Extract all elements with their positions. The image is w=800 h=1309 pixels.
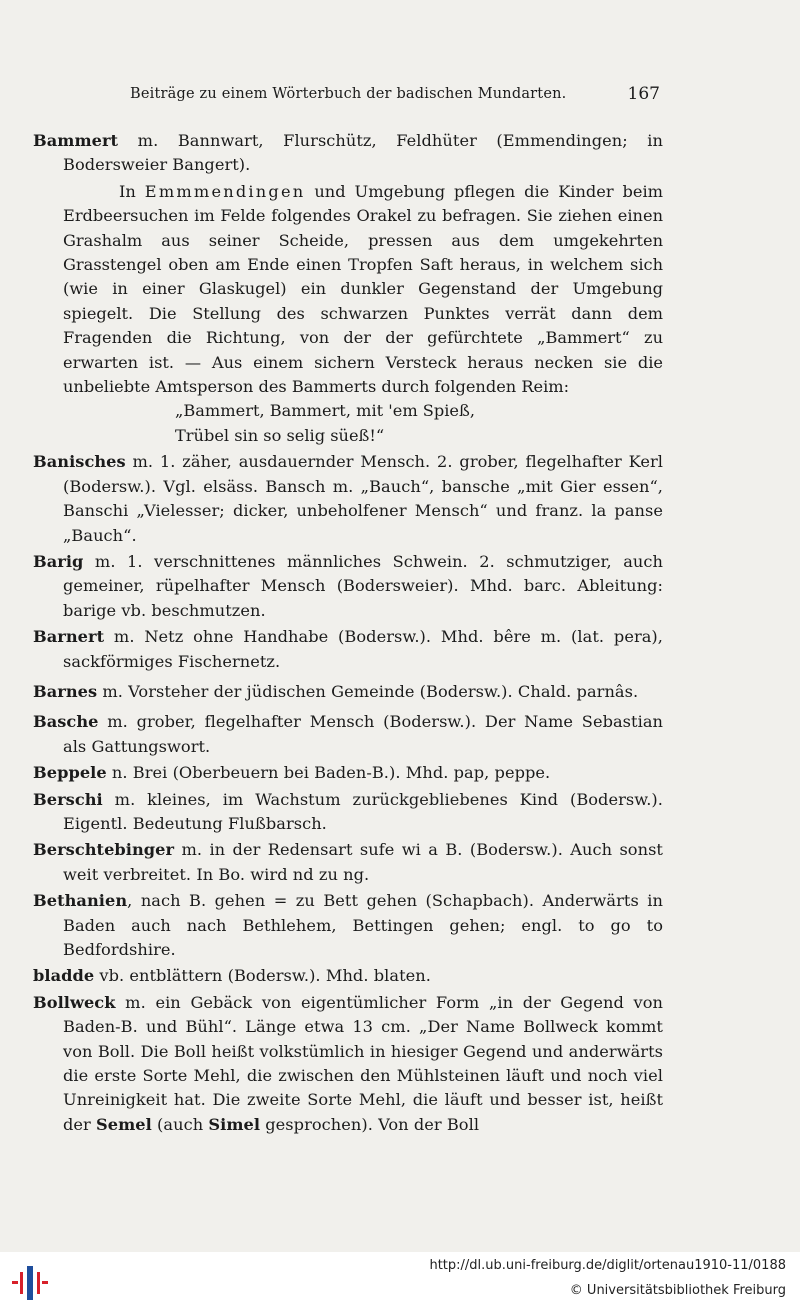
definition: , nach B. gehen = zu Bett gehen (Schapbach). Anderwärts in Baden auch nach Bethlehem, Bettingen gehen; engl. to go to Bedfordshire. — [63, 891, 663, 959]
lemma: Bollweck — [33, 992, 116, 1012]
verse-line: „Bammert, Bammert, mit 'em Spieß, — [175, 401, 475, 421]
definition: m. Bannwart, Flurschütz, Feldhüter (Emmendingen; in Bodersweier Bangert). — [63, 131, 663, 175]
lemma: Barnert — [33, 627, 105, 647]
lemma: Bethanien — [33, 891, 128, 911]
running-title: Beiträge zu einem Wörterbuch der badischen Mundarten. — [130, 86, 567, 102]
viewer-footer — [0, 1252, 800, 1309]
entry-beppele — [33, 761, 663, 785]
entry-bethanien — [33, 889, 663, 962]
definition: m. grober, flegelhafter Mensch (Bodersw.). Der Name Sebastian als Gattungswort. — [63, 712, 663, 756]
emphasis-semel: Semel — [96, 1114, 152, 1134]
entry-berschi — [33, 788, 663, 837]
lemma: Bammert — [33, 131, 119, 150]
lemma: Banisches — [33, 452, 126, 472]
entry-bladde — [33, 964, 663, 988]
definition: m. 1. zäher, ausdauernder Mensch. 2. grober, flegelhafter Kerl (Bodersw.). Vgl. elsäss. Bansch m. „Bauch“, bansche „mit Gier essen“, Banschi „Vielesser; dicker, unbeholfener Mensch“ und franz. la panse „Bauch“. — [63, 452, 663, 545]
entry-banisches — [33, 450, 663, 548]
lemma: Basche — [33, 712, 99, 732]
copyright-notice: © Universitätsbibliothek Freiburg — [569, 1283, 786, 1298]
definition: m. kleines, im Wachstum zurückgebliebenes Kind (Bodersw.). Eigentl. Bedeutung Flußbarsch. — [63, 789, 663, 833]
lemma: Beppele — [33, 763, 107, 783]
entry-bammert-explanation — [33, 180, 663, 400]
permalink-link[interactable]: http://dl.ub.uni-freiburg.de/diglit/ortenau1910-11/0188 — [429, 1258, 786, 1273]
university-library-logo-icon — [8, 1264, 52, 1302]
entry-barig — [33, 550, 663, 623]
entry-bollweck — [33, 991, 663, 1137]
entry-berschtebinger — [33, 838, 663, 887]
entry-bammert — [33, 129, 663, 178]
definition: n. Brei (Oberbeuern bei Baden-B.). Mhd. pap, peppe. — [106, 763, 551, 783]
lemma: Berschi — [33, 789, 103, 809]
definition: m. Netz ohne Handhabe (Bodersw.). Mhd. bêre m. (lat. pera), sackförmiges Fischernetz. — [63, 627, 663, 671]
dictionary-text — [33, 129, 663, 1139]
lemma: Berschtebinger — [33, 840, 175, 860]
text-run: und Umgebung pflegen die Kinder beim Erdbeersuchen im Felde folgendes Orakel zu befragen. Sie ziehen einen Grashalm aus seiner Scheide, pressen aus dem umgekehrten Grasstengel oben am Ende einen Tropfen Saft heraus, in welchem sich (wie in einer Glaskugel) ein dunkler Gegenstand der Umgebung spiegelt. Die Stellung des schwarzen Punktes verrät dann dem Fragenden die Richtung, von der der gefürchtete „Bammert“ zu erwarten ist. — Aus einem sichern Versteck heraus necken sie die unbeliebte Amtsperson des Bammerts durch folgenden Reim: — [63, 181, 664, 397]
emphasis-simel: Simel — [208, 1114, 261, 1134]
definition: m. ein Gebäck von eigentümlicher Form „in der Gegend von Baden-B. und Bühl“. Länge etwa 13 cm. „Der Name Bollweck kommt von Boll. Die Boll heißt volkstümlich in hiesiger Gegend und anderwärts die erste Sorte Mehl, die zwischen den Mühlsteinen läuft und noch viel Unreinigkeit hat. Die zweite Sorte Mehl, die läuft und besser ist, heißt der — [63, 992, 663, 1134]
place-name: Emmmendingen — [144, 181, 306, 201]
definition: m. 1. verschnittenes männliches Schwein. 2. schmutziger, auch gemeiner, rüpelhafter Mensch (Bodersweier). Mhd. barc. Ableitung: barige vb. beschmutzen. — [63, 551, 663, 620]
definition: (auch — [151, 1114, 209, 1134]
entry-barnes — [33, 680, 663, 704]
verse-line: Trübel sin so selig süeß!“ — [175, 425, 385, 445]
lemma: bladde — [33, 966, 95, 986]
definition: m. Vorsteher der jüdischen Gemeinde (Bodersw.). Chald. parnâs. — [97, 681, 639, 701]
lemma: Barnes — [33, 681, 98, 701]
definition: gesprochen). Von der Boll — [260, 1114, 480, 1134]
running-head — [130, 86, 660, 110]
definition: m. in der Redensart sufe wi a B. (Bodersw.). Auch sonst weit verbreitet. In Bo. wird nd zu ng. — [63, 840, 663, 884]
page-number: 167 — [627, 84, 660, 104]
entry-barnert — [33, 625, 663, 674]
text-run: In — [119, 181, 145, 201]
lemma: Barig — [33, 551, 84, 571]
definition: vb. entblättern (Bodersw.). Mhd. blaten. — [94, 966, 431, 986]
entry-basche — [33, 710, 663, 759]
